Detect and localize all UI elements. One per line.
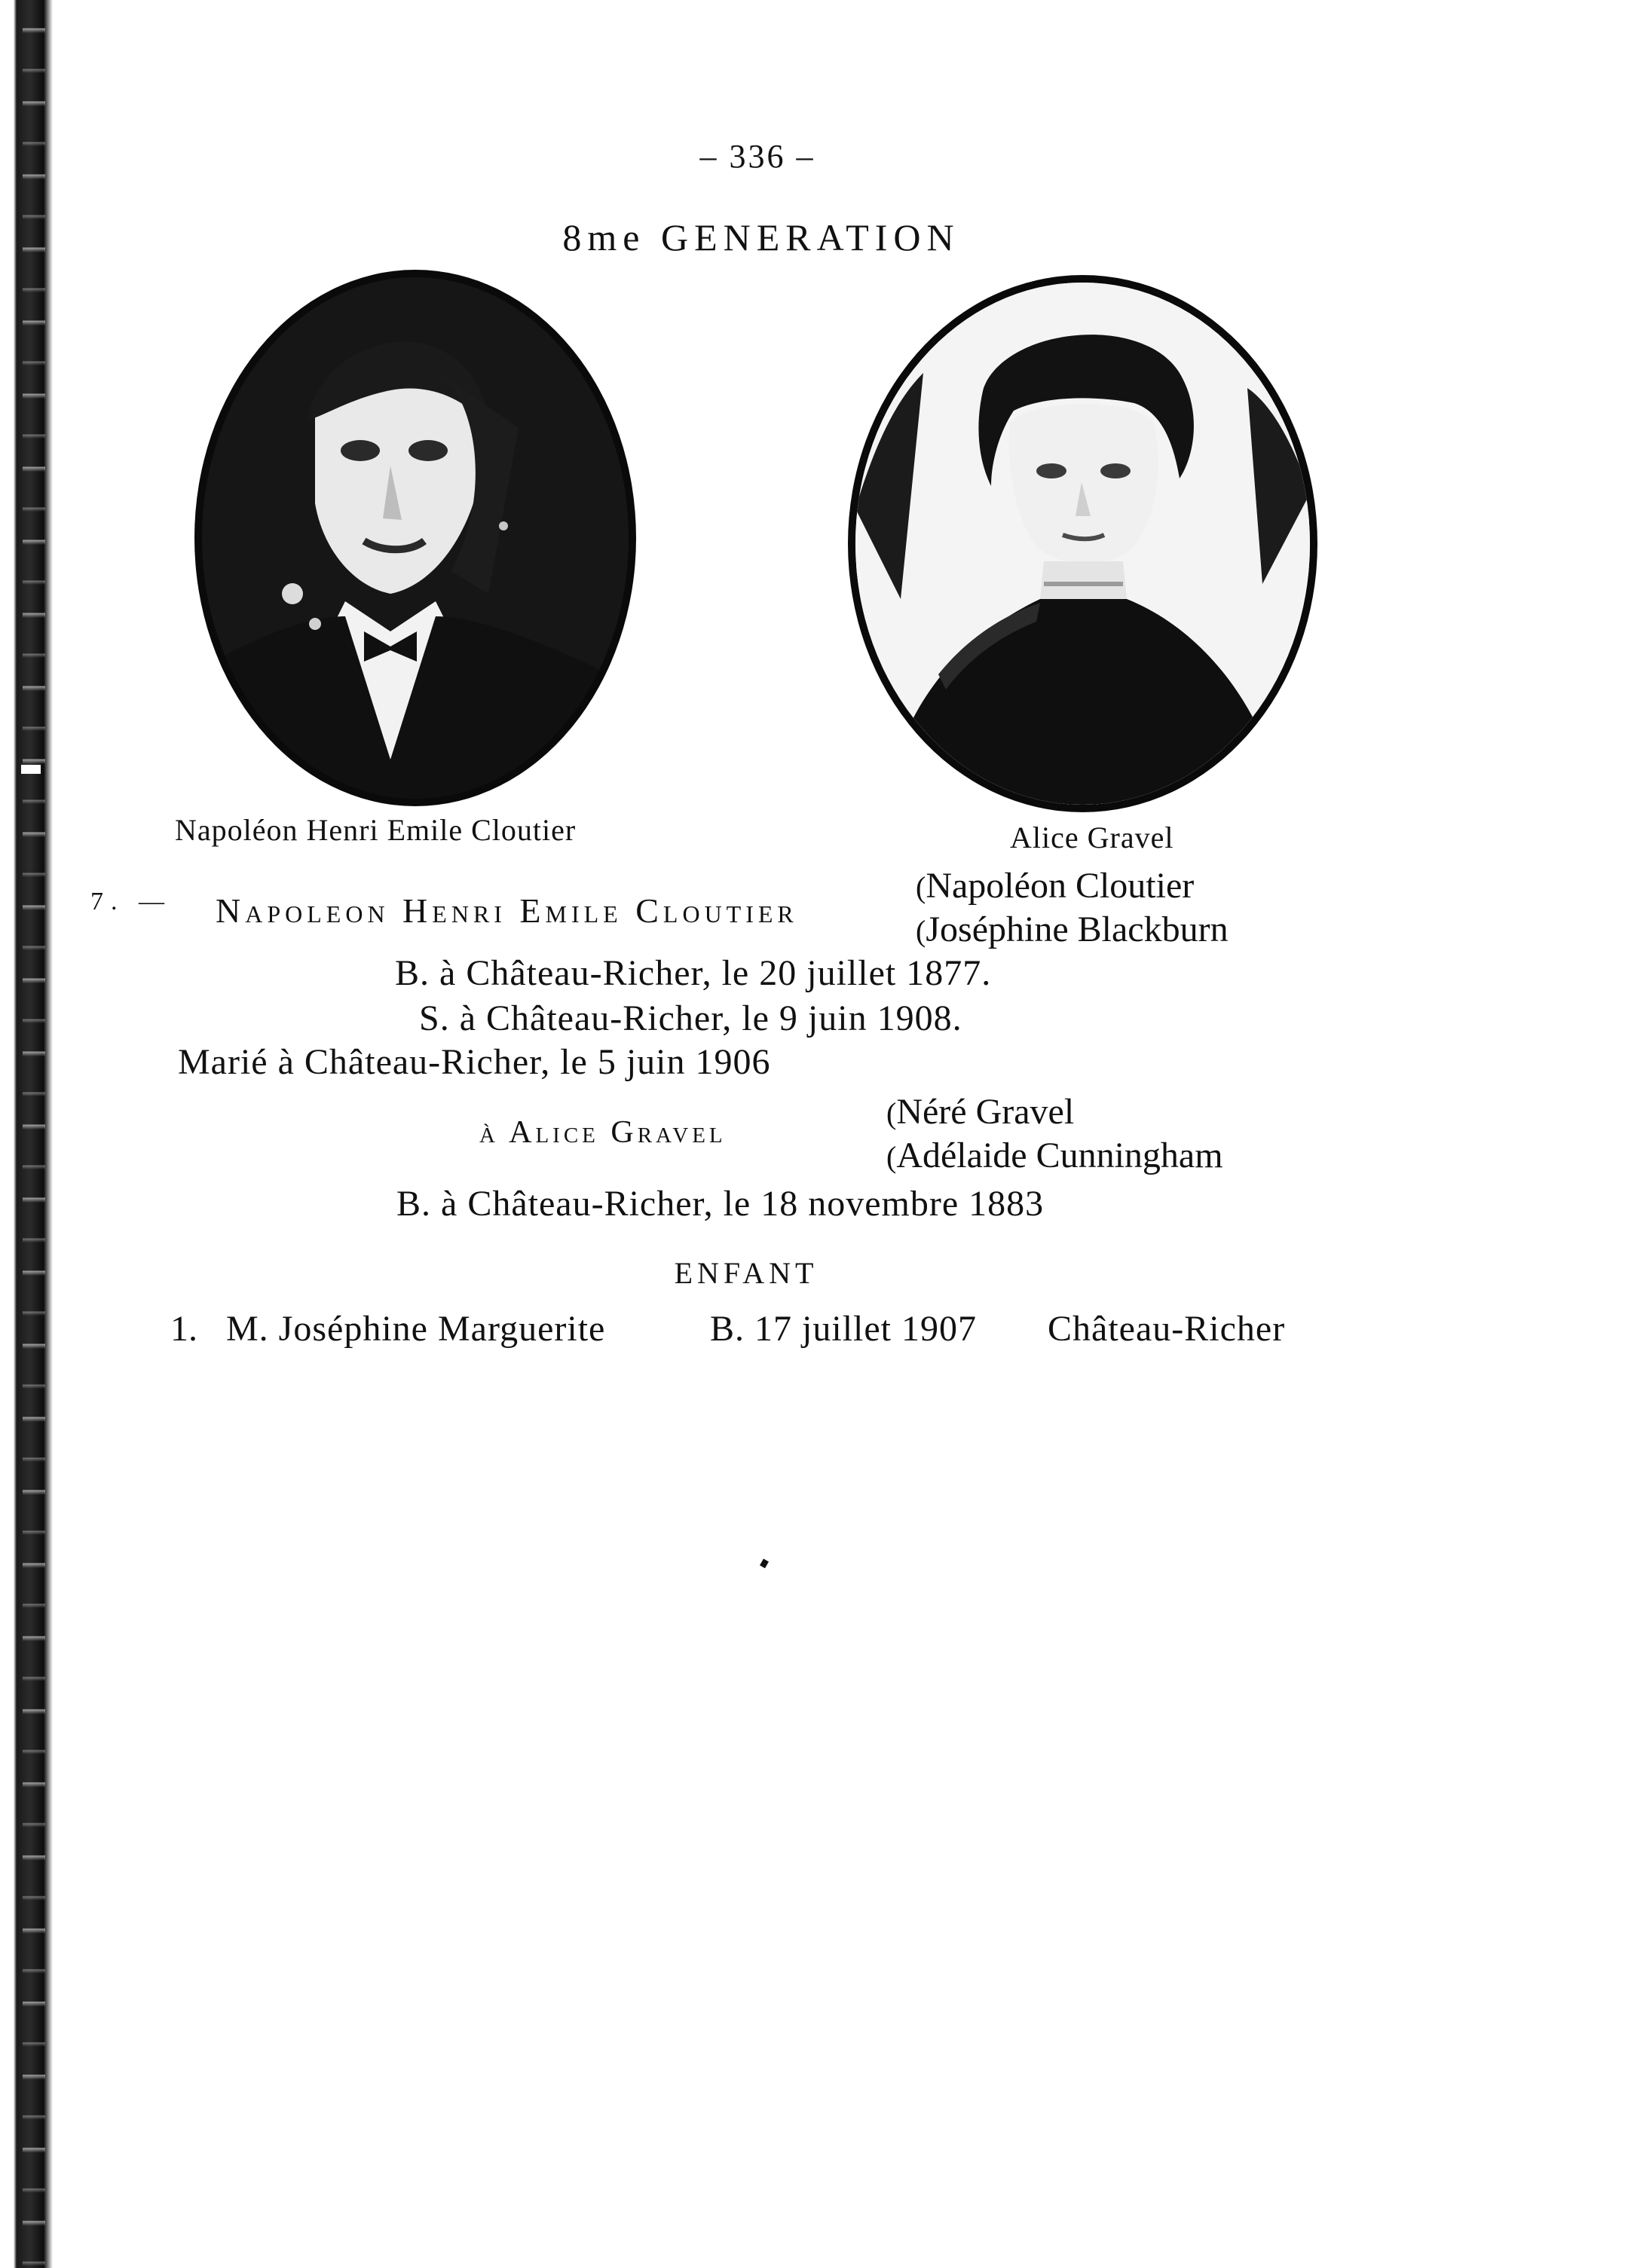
portrait-napoleon — [194, 270, 636, 806]
child-birth-place: Château-Richer — [1048, 1309, 1286, 1349]
children-heading: ENFANT — [674, 1256, 819, 1290]
subject-name: Napoleon Henri Emile Cloutier — [216, 891, 798, 930]
marriage-record: Marié à Château-Richer, le 5 juin 1906 — [178, 1042, 771, 1082]
entry-number: 7. — — [90, 888, 172, 915]
child-birth: B. 17 juillet 1907 — [710, 1309, 977, 1349]
spouse-birth-record: B. à Château-Richer, le 18 novembre 1883 — [396, 1184, 1045, 1224]
father-name-text: Napoléon Cloutier — [926, 866, 1195, 906]
generation-title: 8me GENERATION — [562, 216, 960, 258]
spouse-father-name — [886, 1094, 1074, 1130]
portrait-woman-image — [855, 283, 1310, 805]
father-name — [916, 868, 1194, 904]
mother-name-text: Joséphine Blackburn — [926, 909, 1229, 949]
page-number: – 336 – — [699, 138, 815, 175]
binding-gap — [21, 765, 41, 774]
binding-speckle — [23, 0, 45, 2268]
spouse-name: à Alice Gravel — [479, 1115, 727, 1150]
mother-name — [916, 909, 1229, 949]
spouse-mother-name — [886, 1138, 1223, 1174]
spouse-father-text: Néré Gravel — [896, 1092, 1075, 1132]
brace-glyph: ( — [916, 870, 926, 904]
brace-glyph: ( — [886, 1096, 897, 1130]
burial-record: S. à Château-Richer, le 9 juin 1908. — [419, 998, 962, 1038]
brace-glyph: ( — [916, 914, 926, 948]
portrait-man-image — [202, 277, 629, 799]
spouse-mother-text: Adélaide Cunningham — [896, 1136, 1223, 1175]
ink-speck — [760, 1559, 769, 1569]
child-number: 1. — [170, 1309, 197, 1349]
brace-glyph: ( — [886, 1140, 897, 1174]
birth-record: B. à Château-Richer, le 20 juillet 1877. — [395, 953, 992, 993]
child-name: M. Joséphine Marguerite — [226, 1309, 606, 1349]
portrait-caption-napoleon: Napoléon Henri Emile Cloutier — [175, 813, 577, 847]
portrait-alice — [848, 275, 1317, 812]
portrait-caption-alice: Alice Gravel — [1010, 821, 1174, 854]
